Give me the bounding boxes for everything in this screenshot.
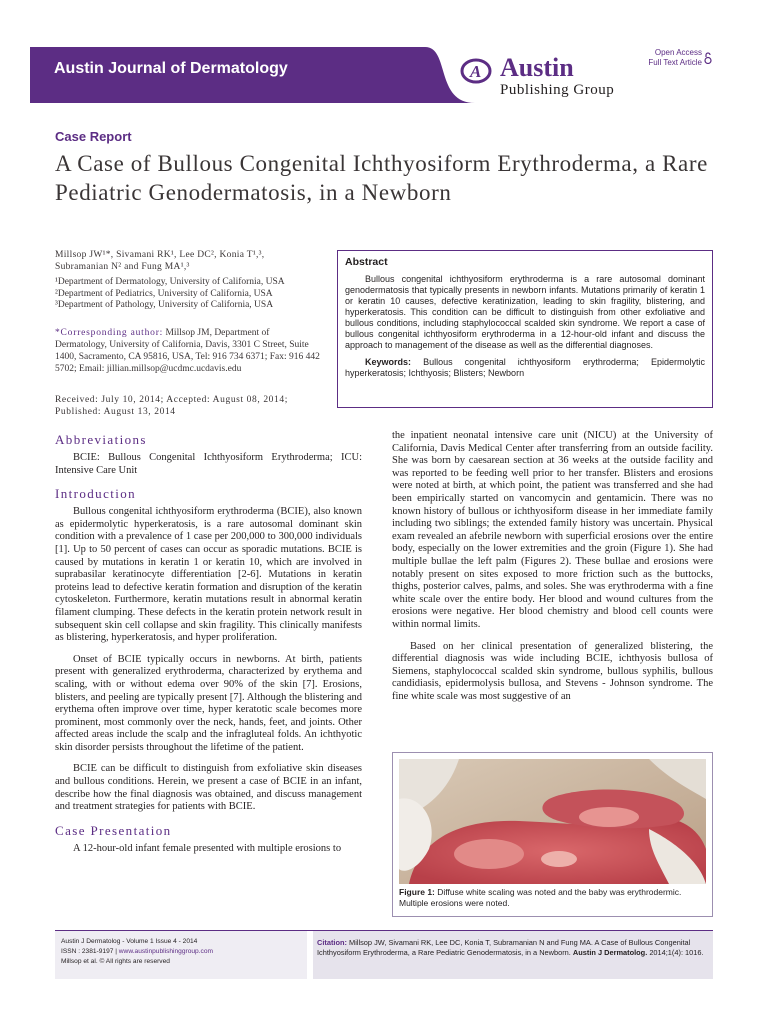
figure-1-caption-text: Diffuse white scaling was noted and the baby was erythrodermic. Multiple erosions were noted. <box>399 887 682 908</box>
publisher-logo <box>460 55 660 105</box>
intro-paragraph-3: BCIE can be difficult to distinguish from exfoliative skin diseases and bullous conditions. Herein, we present a case of BCIE in an infant, describe how the final diagnosis was obtained, and discuss management and treatment strategies for patients with BCIE. <box>55 763 362 813</box>
right-column <box>392 430 713 712</box>
page-footer <box>55 930 713 978</box>
journal-info <box>55 931 307 979</box>
publisher-name: Austin <box>500 53 574 82</box>
copyright: Millsop et al. © All rights are reserved <box>61 958 170 965</box>
abbreviations-heading: Abbreviations <box>55 432 147 447</box>
austin-a-logo-icon <box>460 58 492 84</box>
case-presentation-heading: Case Presentation <box>55 822 172 838</box>
open-access-badge <box>632 48 702 68</box>
left-column <box>55 430 362 864</box>
full-text-label: Full Text Article <box>648 58 702 67</box>
citation-text: Millsop JW, Sivamani RK, Lee DC, Konia T, Subramanian N and Fung MA. A Case of Bullous Congenital Ichthyosiform Erythroderma, a Rare Pediatric Genodermatosis, in a Newborn. <box>317 938 691 957</box>
figure-1-photo <box>399 759 706 884</box>
abstract-box <box>337 250 713 408</box>
open-access-lock-icon <box>704 52 712 64</box>
figure-1 <box>392 752 713 917</box>
corresponding-text: Millsop JM, Department of Dermatology, University of California, Davis, 3301 C Street, Suite 1400, Sacramento, CA 95816, USA, Tel: 916 734 6371; Fax: 916 442 5702; Email: jillian.millsop@ucdmc.ucdavis.edu <box>55 328 320 374</box>
abstract-heading: Abstract <box>345 256 388 268</box>
abstract-text: Bullous congenital ichthyosiform erythroderma is a rare autosomal dominant genodermatosis that typically presents in newborn infants. Mutations primarily of keratin 1 or keratin 10 causes, defective keratinization, leading to skin fragility, blistering, and hyperkeratosis. This condition can be difficult to distinguish from other exfoliative and bullous conditions, including staphylococcal scalded skin syndrome. We report a case of bullous congenital ichthyosiform erythroderma in a 12-hour-old infant and discuss the approach to management of the disease as well as the differential diagnoses. <box>345 274 705 350</box>
journal-volume: Austin J Dermatolog - Volume 1 Issue 4 - 2014 <box>61 938 198 945</box>
citation-end: 2014;1(4): 1016. <box>649 948 704 957</box>
journal-issn: ISSN : 2381-9197 | <box>61 948 119 955</box>
author-list: Millsop JW¹*, Sivamani RK¹, Lee DC², Konia T¹,³, Subramanian N² and Fung MA¹,³ <box>55 250 265 272</box>
citation-box <box>313 931 713 979</box>
journal-issn-line <box>61 947 301 957</box>
corresponding-author <box>55 327 320 375</box>
open-access-label: Open Access <box>654 48 702 57</box>
citation-label: Citation: <box>317 938 347 947</box>
keywords-text: Bullous congenital ichthyosiform erythroderma; Epidermolytic hyperkeratosis; Ichthyosis; Blisters; Newborn <box>345 357 705 378</box>
affiliation-3: ³Department of Pathology, University of California, USA <box>55 300 274 310</box>
journal-name: Austin Journal of Dermatology <box>54 60 288 77</box>
case-paragraph-2: the inpatient neonatal intensive care unit (NICU) at the University of California, Davis Medical Center after transferring from an outside facility. She was born by caesarean section at 36 weeks at the outside facility and was reported to be feeding well prior to her transfer. Blisters and erosions were noted at birth, at which point, the patient was transferred and she had been empirically started on vancomycin and gentamicin. There was no known history of bullous or ichthyosiform disease in her immediate family including two siblings; the extended family history was uncertain. Physical exam revealed an afebrile newborn with superficial erosions over the entire body, especially on the lower extremities and the groin (Figure 1). She had multiple bullae the left palm (Figures 2). These bullae and erosions were notably present on sites exposed to more friction such as the buttocks, thighs, posterior calves, palms, and soles. She was erythroderma with a fine white scale over the entire body. Her blood and wound cultures from the erosions were negative. Her blood chemistry and blood cell counts were within normal limits. <box>392 430 713 630</box>
introduction-heading: Introduction <box>55 486 137 502</box>
case-paragraph-3: Based on her clinical presentation of generalized blistering, the differential diagnosis was wide including BCIE, ichthyosis bullosa of Siemens, staphylococcal scalded skin syndrome, bullous syphilis, bullous candidiasis, epidermolysis bullosa, and Stevens - Johnson syndrome. The fine white scale was most suggestive of an <box>392 640 713 702</box>
intro-paragraph-1: Bullous congenital ichthyosiform erythroderma (BCIE), also known as epidermolytic hyperkeratosis, is a rare autosomal dominant skin condition with a prevalence of 1 case per 200,000 to 300,000 individuals [1]. Up to 50 percent of cases can occur as sporadic mutations. BCIE is caused by mutations in keratin 1 or keratin 10, which are involved in suprabasilar keratinocyte differentiation [2-6]. Mutations in keratin proteins lead to defective keratin formation and disruption of the keratin cytoskeleton. Furthermore, keratin mutations result in abnormal keratin filament clumping. These defects in the keratin protein network result in subsequent skin cell collapse and skin fragility. This clinically manifests as blistering, hyperkeratosis, and hyper proliferation. <box>55 506 362 644</box>
article-title: A Case of Bullous Congenital Ichthyosiform Erythroderma, a Rare Pediatric Genodermatosis, in a Newborn <box>55 151 708 205</box>
abbreviations-text: BCIE: Bullous Congenital Ichthyosiform Erythroderma; ICU: Intensive Care Unit <box>55 452 362 476</box>
keywords <box>345 357 705 379</box>
article-dates: Received: July 10, 2014; Accepted: August 08, 2014; Published: August 13, 2014 <box>55 395 288 417</box>
publisher-website-link[interactable]: www.austinpublishinggroup.com <box>118 948 213 955</box>
corresponding-label: *Corresponding author: <box>55 328 164 338</box>
affiliation-1: ¹Department of Dermatology, University of California, USA <box>55 277 285 287</box>
affiliations <box>55 277 320 312</box>
keywords-label: Keywords: <box>365 357 412 367</box>
publisher-subtitle: Publishing Group <box>500 82 615 98</box>
figure-1-label: Figure 1: <box>399 887 435 897</box>
article-type: Case Report <box>55 129 132 144</box>
figure-1-caption <box>399 887 711 908</box>
svg-text:A: A <box>470 62 482 81</box>
intro-paragraph-2: Onset of BCIE typically occurs in newborns. At birth, patients present with generalized erythroderma, characterized by erythema and scaling, with or without edema over 90% of the skin [7]. Erosions, blisters, and peeling are typically present [7]. Although the blistering and erythema often improve over time, hyper keratotic scale becomes more prominent, most commonly over the neck, hands, feet, and joints. Other affected areas include the scalp and the infragluteal folds. An ichthyotic skin disorder persists throughout the lifetime of the patient. <box>55 653 362 753</box>
citation-journal: Austin J Dermatolog. <box>572 948 648 957</box>
affiliation-2: ²Department of Pediatrics, University of California, USA <box>55 288 273 299</box>
case-paragraph-1: A 12-hour-old infant female presented with multiple erosions to <box>73 842 342 854</box>
